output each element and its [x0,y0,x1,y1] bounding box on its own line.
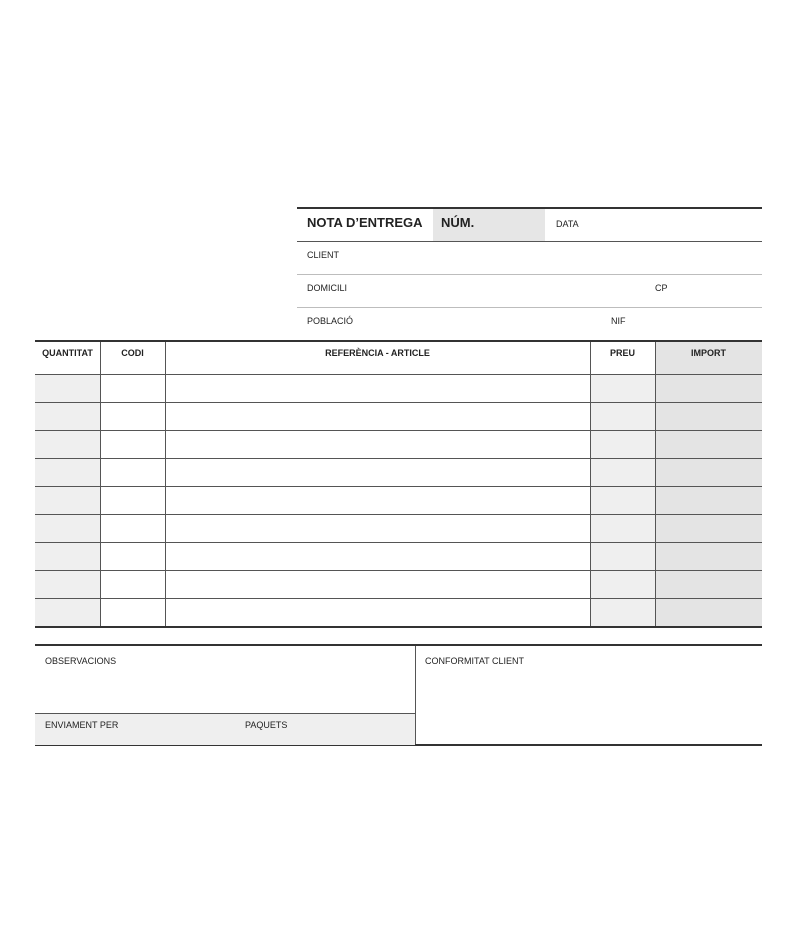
date-label: DATA [556,219,579,229]
table-row[interactable] [35,430,762,431]
footer-divider [415,646,416,744]
number-label: NÚM. [441,215,475,230]
table-row[interactable] [35,570,762,571]
client-row[interactable] [297,242,762,275]
price-column [591,374,655,626]
shipping-label: ENVIAMENT PER [45,720,119,730]
nif-label: NIF [611,316,626,326]
column-divider [590,342,591,626]
column-divider [100,342,101,626]
address-row[interactable] [297,275,762,308]
header-title-row [297,207,762,242]
footer-block [35,644,762,746]
column-divider [165,342,166,626]
amount-column [655,342,762,626]
town-label: POBLACIÓ [307,316,354,326]
client-approval-label: CONFORMITAT CLIENT [425,656,524,666]
observations-box[interactable] [35,646,415,744]
table-row[interactable] [35,598,762,599]
header-block [297,207,762,340]
column-header-price: PREU [609,348,635,358]
column-header-amount: IMPORT [691,348,726,358]
observations-label: OBSERVACIONS [45,656,117,666]
document-title: NOTA D’ENTREGA [307,215,423,230]
table-row[interactable] [35,486,762,487]
table-row[interactable] [35,542,762,543]
column-header-code: CODI [121,348,144,358]
table-row[interactable] [35,402,762,403]
number-field[interactable] [433,209,545,241]
packages-label: PAQUETS [245,720,288,730]
address-label: DOMICILI [307,283,348,293]
items-table [35,340,762,628]
town-row[interactable] [297,308,762,340]
table-row[interactable] [35,458,762,459]
column-header-reference: REFERÈNCIA - ARTICLE [325,348,430,358]
shipping-row[interactable] [35,713,415,745]
table-row[interactable] [35,374,762,375]
quantity-column [35,374,100,626]
postcode-label: CP [655,283,668,293]
client-label: CLIENT [307,250,340,260]
table-row[interactable] [35,514,762,515]
column-divider [655,342,656,626]
column-header-quantity: QUANTITAT [42,348,93,358]
